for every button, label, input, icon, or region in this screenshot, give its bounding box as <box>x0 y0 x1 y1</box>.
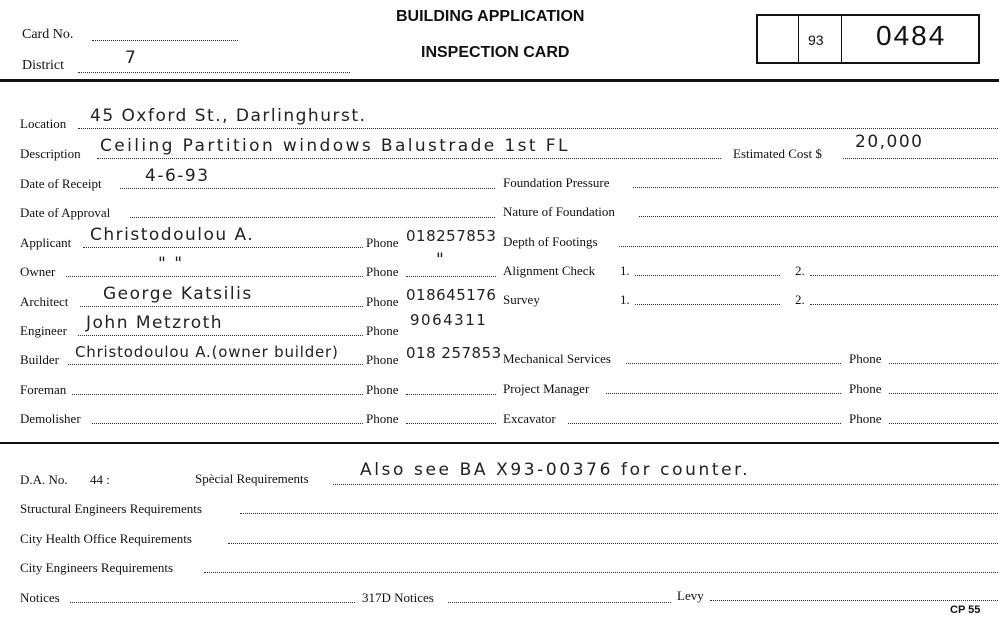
special-requirements-value: Also see BA X93-00376 for counter. <box>360 460 751 480</box>
estimated-cost-value: 20,000 <box>855 132 924 152</box>
district-label: District <box>22 58 64 73</box>
city-engineers-label: City Engineers Requirements <box>20 560 174 575</box>
applicant-phone-value: 018257853 <box>406 227 497 245</box>
mechanical-services-phone-line[interactable] <box>889 363 998 364</box>
applicant-label: Applicant <box>20 235 72 250</box>
builder-phone-label: Phone <box>366 352 399 367</box>
location-label: Location <box>20 116 67 131</box>
description-value: Ceiling Partition windows Balustrade 1st FL <box>100 136 570 156</box>
survey-label: Survey <box>503 292 540 307</box>
location-line[interactable] <box>78 128 998 129</box>
description-line[interactable] <box>97 158 721 159</box>
survey-num1: 1. <box>620 292 630 307</box>
architect-value: George Katsilis <box>103 284 253 304</box>
demolisher-label: Demolisher <box>20 411 81 426</box>
owner-phone-label: Phone <box>366 264 399 279</box>
owner-value: " " <box>158 254 184 274</box>
survey-line2[interactable] <box>810 304 998 305</box>
notices-317d-line[interactable] <box>448 602 671 603</box>
depth-of-footings-line[interactable] <box>619 246 998 247</box>
architect-line[interactable] <box>80 306 363 307</box>
district-value: 7 <box>125 48 138 68</box>
alignment-check-num2: 2. <box>795 263 805 278</box>
notices-317d-label: 317D Notices <box>362 590 434 605</box>
foreman-phone-label: Phone <box>366 382 399 397</box>
engineer-line[interactable] <box>78 335 363 336</box>
date-of-receipt-line[interactable] <box>120 188 495 189</box>
levy-line[interactable] <box>710 600 998 601</box>
estimated-cost-label: Estimated Cost $ <box>733 146 822 161</box>
da-no-label: D.A. No. <box>20 472 68 487</box>
applicant-line[interactable] <box>83 247 363 248</box>
excavator-line[interactable] <box>568 423 841 424</box>
builder-line[interactable] <box>68 364 363 365</box>
application-number: 0484 <box>876 20 947 51</box>
foreman-line[interactable] <box>72 394 363 395</box>
owner-label: Owner <box>20 264 56 279</box>
owner-line[interactable] <box>66 276 363 277</box>
card-no-line[interactable] <box>92 40 238 41</box>
foundation-pressure-label: Foundation Pressure <box>503 175 610 190</box>
estimated-cost-line[interactable] <box>843 158 998 159</box>
structural-engineers-line[interactable] <box>240 513 998 514</box>
engineer-phone-label: Phone <box>366 323 399 338</box>
excavator-phone-label: Phone <box>849 411 882 426</box>
project-manager-label: Project Manager <box>503 381 590 396</box>
description-label: Description <box>20 146 81 161</box>
depth-of-footings-label: Depth of Footings <box>503 234 598 249</box>
notices-label: Notices <box>20 590 60 605</box>
engineer-phone-value: 9064311 <box>410 311 488 329</box>
form-title-line2: INSPECTION CARD <box>421 44 570 61</box>
builder-value: Christodoulou A.(owner builder) <box>75 343 339 361</box>
applicant-value: Christodoulou A. <box>90 225 255 245</box>
city-health-label: City Health Office Requirements <box>20 531 192 546</box>
application-number-box <box>756 14 980 64</box>
survey-line1[interactable] <box>635 304 780 305</box>
survey-num2: 2. <box>795 292 805 307</box>
builder-phone-value: 018 257853 <box>406 344 502 362</box>
alignment-check-line2[interactable] <box>810 275 998 276</box>
date-of-receipt-value: 4-6-93 <box>145 166 210 186</box>
header-divider <box>0 79 999 82</box>
notices-line[interactable] <box>70 602 355 603</box>
city-engineers-line[interactable] <box>204 572 998 573</box>
architect-phone-value: 018645176 <box>406 286 497 304</box>
location-value: 45 Oxford St., Darlinghurst. <box>90 106 367 126</box>
alignment-check-label: Alignment Check <box>503 263 596 278</box>
city-health-line[interactable] <box>228 543 998 544</box>
owner-phone-value: " <box>436 250 446 270</box>
demolisher-phone-label: Phone <box>366 411 399 426</box>
mechanical-services-label: Mechanical Services <box>503 351 611 366</box>
mechanical-services-phone-label: Phone <box>849 351 882 366</box>
special-requirements-label: Spècial Requirements <box>195 471 309 486</box>
architect-phone-label: Phone <box>366 294 399 309</box>
excavator-label: Excavator <box>503 411 556 426</box>
project-manager-phone-label: Phone <box>849 381 882 396</box>
builder-label: Builder <box>20 352 59 367</box>
demolisher-line[interactable] <box>92 423 363 424</box>
da-no-value: 44 : <box>90 472 110 487</box>
architect-label: Architect <box>20 294 69 309</box>
engineer-value: John Metzroth <box>86 313 224 333</box>
card-no-label: Card No. <box>22 27 74 42</box>
foreman-label: Foreman <box>20 382 67 397</box>
mechanical-services-line[interactable] <box>626 363 841 364</box>
date-of-approval-line[interactable] <box>130 217 495 218</box>
applicant-phone-label: Phone <box>366 235 399 250</box>
structural-engineers-label: Structural Engineers Requirements <box>20 501 202 516</box>
date-of-receipt-label: Date of Receipt <box>20 176 102 191</box>
form-title-line1: BUILDING APPLICATION <box>396 8 585 25</box>
alignment-check-num1: 1. <box>620 263 630 278</box>
foundation-pressure-line[interactable] <box>633 187 998 188</box>
foreman-phone-line[interactable] <box>406 394 496 395</box>
excavator-phone-line[interactable] <box>889 423 998 424</box>
nature-of-foundation-line[interactable] <box>639 216 998 217</box>
form-code: CP 55 <box>950 604 981 616</box>
owner-phone-line[interactable] <box>406 276 496 277</box>
section-divider <box>0 442 999 444</box>
nature-of-foundation-label: Nature of Foundation <box>503 204 615 219</box>
project-manager-phone-line[interactable] <box>889 393 998 394</box>
project-manager-line[interactable] <box>606 393 841 394</box>
demolisher-phone-line[interactable] <box>406 423 496 424</box>
engineer-label: Engineer <box>20 323 67 338</box>
district-line[interactable] <box>78 72 350 73</box>
alignment-check-line1[interactable] <box>635 275 780 276</box>
special-requirements-line[interactable] <box>333 484 998 485</box>
levy-label: Levy <box>677 588 704 603</box>
date-of-approval-label: Date of Approval <box>20 205 111 220</box>
application-year: 93 <box>808 32 824 48</box>
